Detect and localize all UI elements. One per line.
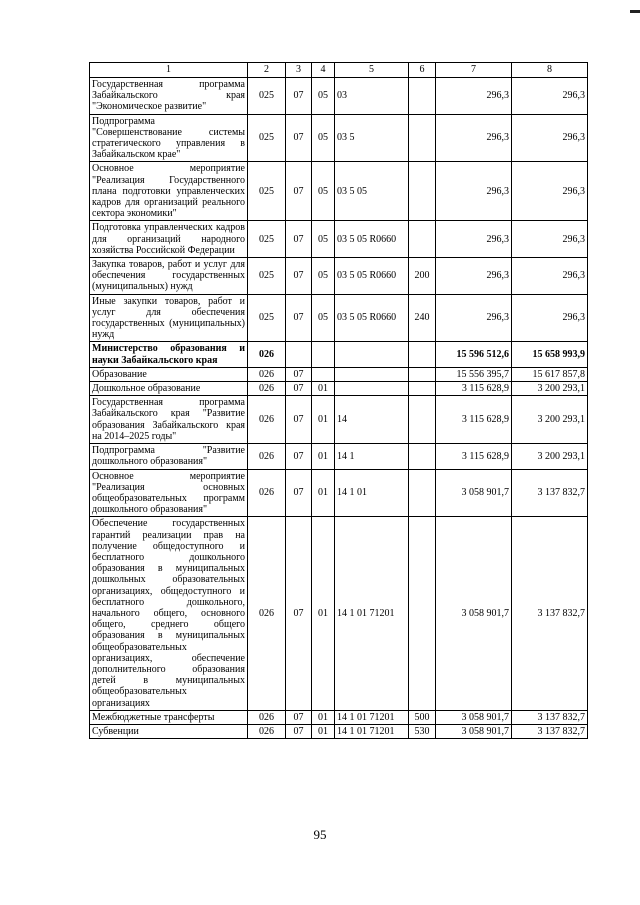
target-article-cell: 03 5 — [335, 114, 409, 162]
amount-2-cell: 3 200 293,1 — [512, 444, 588, 469]
row-name-cell: Дошкольное образование — [90, 382, 248, 396]
expense-type-cell: 500 — [409, 710, 436, 724]
target-article-cell: 03 5 05 R0660 — [335, 258, 409, 295]
ministry-code-cell: 026 — [248, 469, 286, 517]
section-code-cell: 07 — [286, 382, 312, 396]
section-code-cell: 07 — [286, 367, 312, 381]
subsection-code-cell: 05 — [312, 221, 335, 258]
subsection-code-cell: 05 — [312, 294, 335, 342]
subsection-code-cell: 01 — [312, 724, 335, 738]
ministry-code-cell: 026 — [248, 396, 286, 444]
amount-1-cell: 3 058 901,7 — [436, 710, 512, 724]
subsection-code-cell — [312, 342, 335, 367]
table-row — [90, 710, 588, 724]
ministry-code-cell: 025 — [248, 258, 286, 295]
target-article-cell: 03 — [335, 78, 409, 115]
page-number: 95 — [313, 827, 327, 842]
amount-1-cell: 296,3 — [436, 162, 512, 221]
table-row — [90, 367, 588, 381]
subsection-code-cell: 01 — [312, 517, 335, 710]
table-row — [90, 396, 588, 444]
amount-1-cell: 3 115 628,9 — [436, 444, 512, 469]
section-code-cell: 07 — [286, 258, 312, 295]
ministry-code-cell: 025 — [248, 294, 286, 342]
subsection-code-cell: 01 — [312, 396, 335, 444]
row-name-cell: Подготовка управленческих кадров для организаций народного хозяйства Российской Федерации — [90, 221, 248, 258]
header-cell-amount-2: 8 — [512, 63, 588, 78]
table-row — [90, 517, 588, 710]
row-name-cell: Субвенции — [90, 724, 248, 738]
amount-1-cell: 3 058 901,7 — [436, 517, 512, 710]
target-article-cell: 14 1 01 — [335, 469, 409, 517]
table-row — [90, 469, 588, 517]
expense-type-cell: 200 — [409, 258, 436, 295]
ministry-code-cell: 025 — [248, 221, 286, 258]
amount-2-cell: 296,3 — [512, 294, 588, 342]
amount-1-cell: 15 596 512,6 — [436, 342, 512, 367]
target-article-cell: 14 1 01 71201 — [335, 724, 409, 738]
table-row — [90, 114, 588, 162]
row-name-cell: Государственная программа Забайкальского края "Развитие образования Забайкальского края на 2014–2025 годы" — [90, 396, 248, 444]
table-row — [90, 444, 588, 469]
expense-type-cell — [409, 469, 436, 517]
amount-1-cell: 3 115 628,9 — [436, 382, 512, 396]
ministry-code-cell: 025 — [248, 162, 286, 221]
amount-2-cell: 3 137 832,7 — [512, 517, 588, 710]
table-row — [90, 258, 588, 295]
target-article-cell — [335, 382, 409, 396]
target-article-cell: 14 — [335, 396, 409, 444]
ministry-code-cell: 026 — [248, 342, 286, 367]
expense-type-cell — [409, 221, 436, 258]
ministry-code-cell: 026 — [248, 367, 286, 381]
ministry-code-cell: 026 — [248, 724, 286, 738]
expense-type-cell — [409, 78, 436, 115]
subsection-code-cell: 01 — [312, 469, 335, 517]
amount-2-cell: 296,3 — [512, 78, 588, 115]
expense-type-cell — [409, 367, 436, 381]
target-article-cell: 03 5 05 R0660 — [335, 294, 409, 342]
amount-2-cell: 3 200 293,1 — [512, 396, 588, 444]
amount-2-cell: 3 137 832,7 — [512, 469, 588, 517]
section-code-cell: 07 — [286, 114, 312, 162]
subsection-code-cell: 05 — [312, 258, 335, 295]
subsection-code-cell: 05 — [312, 78, 335, 115]
ministry-code-cell: 026 — [248, 382, 286, 396]
section-code-cell — [286, 342, 312, 367]
row-name-cell: Образование — [90, 367, 248, 381]
amount-2-cell: 296,3 — [512, 114, 588, 162]
target-article-cell: 14 1 — [335, 444, 409, 469]
expense-type-cell — [409, 162, 436, 221]
subsection-code-cell — [312, 367, 335, 381]
amount-1-cell: 3 115 628,9 — [436, 396, 512, 444]
amount-2-cell: 15 658 993,9 — [512, 342, 588, 367]
header-cell-expense-type: 6 — [409, 63, 436, 78]
expense-type-cell — [409, 517, 436, 710]
expense-type-cell: 530 — [409, 724, 436, 738]
table-row — [90, 724, 588, 738]
subsection-code-cell: 05 — [312, 114, 335, 162]
row-name-cell: Межбюджетные трансферты — [90, 710, 248, 724]
table-header-row — [90, 63, 588, 78]
header-cell-amount-1: 7 — [436, 63, 512, 78]
scan-edge-mark — [630, 10, 640, 13]
expense-type-cell — [409, 342, 436, 367]
target-article-cell — [335, 367, 409, 381]
section-code-cell: 07 — [286, 724, 312, 738]
amount-1-cell: 15 556 395,7 — [436, 367, 512, 381]
amount-1-cell: 3 058 901,7 — [436, 724, 512, 738]
header-cell-name: 1 — [90, 63, 248, 78]
header-cell-target-article: 5 — [335, 63, 409, 78]
expense-type-cell — [409, 382, 436, 396]
subsection-code-cell: 05 — [312, 162, 335, 221]
row-name-cell: Иные закупки товаров, работ и услуг для обеспечения государственных (муниципальных) нужд — [90, 294, 248, 342]
amount-2-cell: 3 137 832,7 — [512, 724, 588, 738]
section-code-cell: 07 — [286, 444, 312, 469]
target-article-cell: 03 5 05 R0660 — [335, 221, 409, 258]
amount-2-cell: 296,3 — [512, 162, 588, 221]
section-code-cell: 07 — [286, 710, 312, 724]
section-code-cell: 07 — [286, 469, 312, 517]
amount-2-cell: 296,3 — [512, 221, 588, 258]
ministry-code-cell: 025 — [248, 78, 286, 115]
subsection-code-cell: 01 — [312, 710, 335, 724]
row-name-cell: Государственная программа Забайкальского края "Экономическое развитие" — [90, 78, 248, 115]
amount-2-cell: 15 617 857,8 — [512, 367, 588, 381]
expense-type-cell — [409, 444, 436, 469]
header-cell-ministry: 2 — [248, 63, 286, 78]
amount-1-cell: 296,3 — [436, 114, 512, 162]
ministry-code-cell: 026 — [248, 710, 286, 724]
table-row — [90, 294, 588, 342]
ministry-code-cell: 025 — [248, 114, 286, 162]
table-row — [90, 382, 588, 396]
row-name-cell: Министерство образования и науки Забайкальского края — [90, 342, 248, 367]
amount-1-cell: 296,3 — [436, 294, 512, 342]
row-name-cell: Подпрограмма "Развитие дошкольного образования" — [90, 444, 248, 469]
amount-1-cell: 3 058 901,7 — [436, 469, 512, 517]
table-row — [90, 78, 588, 115]
header-cell-subsection: 4 — [312, 63, 335, 78]
expense-type-cell — [409, 396, 436, 444]
amount-1-cell: 296,3 — [436, 258, 512, 295]
row-name-cell: Основное мероприятие "Реализация основных общеобразовательных программ дошкольного образования" — [90, 469, 248, 517]
table-row — [90, 342, 588, 367]
expense-type-cell: 240 — [409, 294, 436, 342]
table-row — [90, 221, 588, 258]
ministry-code-cell: 026 — [248, 517, 286, 710]
table-body — [90, 78, 588, 739]
target-article-cell — [335, 342, 409, 367]
amount-2-cell: 3 200 293,1 — [512, 382, 588, 396]
target-article-cell: 03 5 05 — [335, 162, 409, 221]
row-name-cell: Подпрограмма "Совершенствование системы стратегического управления в Забайкальском крае" — [90, 114, 248, 162]
amount-2-cell: 3 137 832,7 — [512, 710, 588, 724]
amount-1-cell: 296,3 — [436, 221, 512, 258]
section-code-cell: 07 — [286, 78, 312, 115]
expense-type-cell — [409, 114, 436, 162]
section-code-cell: 07 — [286, 162, 312, 221]
ministry-code-cell: 026 — [248, 444, 286, 469]
section-code-cell: 07 — [286, 396, 312, 444]
header-cell-section: 3 — [286, 63, 312, 78]
table-row — [90, 162, 588, 221]
row-name-cell: Основное мероприятие "Реализация Государственного плана подготовки управленческих кадров для организаций реального сектора экономики" — [90, 162, 248, 221]
section-code-cell: 07 — [286, 517, 312, 710]
subsection-code-cell: 01 — [312, 444, 335, 469]
amount-2-cell: 296,3 — [512, 258, 588, 295]
target-article-cell: 14 1 01 71201 — [335, 710, 409, 724]
subsection-code-cell: 01 — [312, 382, 335, 396]
row-name-cell: Обеспечение государственных гарантий реализации прав на получение общедоступного и бесплатного дошкольного образования в муниципальных дошкольных образовательных организациях, общедоступного и бесплатного дошкольного, начального общего, основного общего, среднего общего образования в муниципальных общеобразовательных организациях, обеспечение дополнительного образования детей в муниципальных общеобразовательных организациях — [90, 517, 248, 710]
section-code-cell: 07 — [286, 221, 312, 258]
row-name-cell: Закупка товаров, работ и услуг для обеспечения государственных (муниципальных) нужд — [90, 258, 248, 295]
amount-1-cell: 296,3 — [436, 78, 512, 115]
target-article-cell: 14 1 01 71201 — [335, 517, 409, 710]
section-code-cell: 07 — [286, 294, 312, 342]
budget-table — [89, 62, 588, 739]
